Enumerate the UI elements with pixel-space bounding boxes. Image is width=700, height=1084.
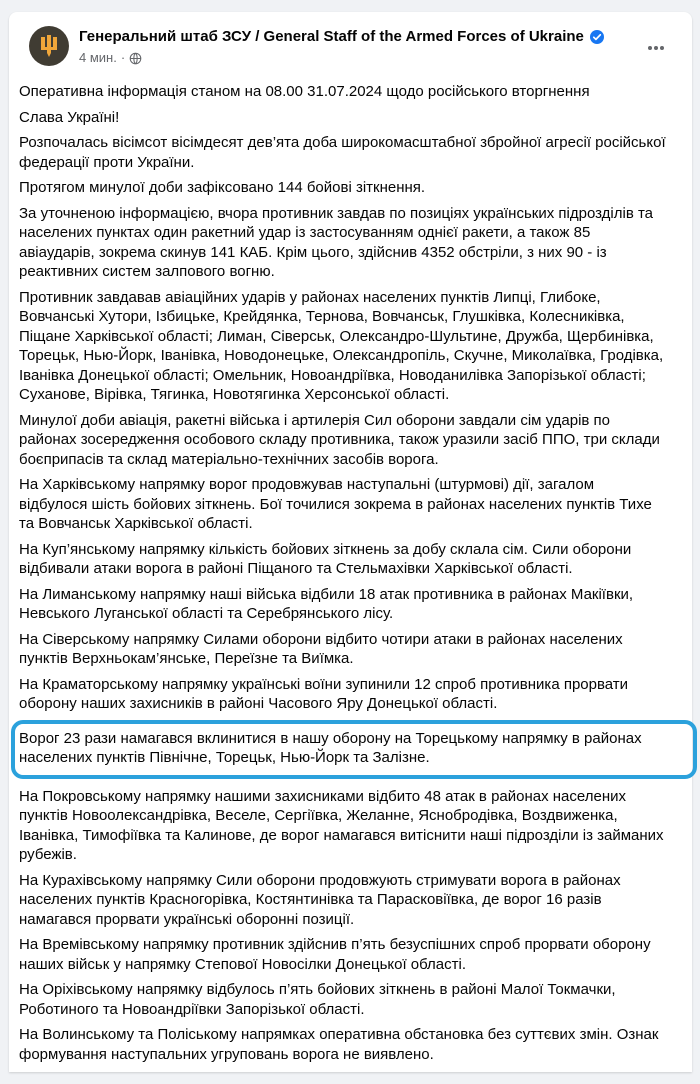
post-paragraph: На Курахівському напрямку Сили оборони продовжують стримувати ворога в районах населених пунктів Красногорівка, Костянтинівка та Парасковіївка, де ворог 16 разів намагався прорвати українські оборонні позиції. <box>19 871 621 928</box>
post-paragraph: На Сіверському напрямку Силами оборони відбито чотири атаки в районах населених пунктів Верхньокам’янське, Переїзне та Виїмка. <box>19 630 623 667</box>
post-header <box>9 12 692 66</box>
post-paragraph: Оперативна інформація станом на 08.00 31.07.2024 щодо російського вторгнення <box>19 83 590 100</box>
ellipsis-icon <box>646 38 666 58</box>
post-paragraph: Розпочалась вісімсот вісімдесят дев’ята доба широкомасштабної збройної агресії російської федерації проти України. <box>19 134 666 171</box>
post-paragraph: На Лиманському напрямку наші війська відбили 18 атак противника в районах Макіївки, Невського Луганської області та Серебрянського лісу. <box>19 585 634 622</box>
post-paragraph: Минулої доби авіація, ракетні війська і артилерія Сил оборони завдали сім ударів по районах зосередження особового складу противника, також уразили засіб ППО, три склади боєприпасів та склад матеріально-технічних засобів ворога. <box>19 411 660 468</box>
post-timestamp[interactable]: 4 мин. <box>79 50 117 65</box>
trident-icon <box>38 34 60 58</box>
post-paragraph: На Куп’янському напрямку кількість бойових зіткнень за добу склала сім. Сили оборони відбивали атаки ворога в районі Піщаного та Стельмахівки Харківської області. <box>19 540 632 577</box>
post-meta-row <box>79 50 638 66</box>
post-paragraph: На Краматорському напрямку українські воїни зупинили 12 спроб противника прорвати оборону наших захисників в районі Часового Яру Донецької області. <box>19 675 629 712</box>
post-paragraph: Противник завдавав авіаційних ударів у районах населених пунктів Липці, Глибоке, Вовчанські Хутори, Ізбицьке, Крейдянка, Тернова, Вовчанськ, Глушківка, Колесниківка, Піщане Харківської області; Лиман, Сіверськ, Олександро-Шультине, Дружба, Щербинівка, Торецьк, Нью-Йорк, Іванівка, Новодонецьке, Олександропіль, Скучне, Миколаївка, Гродівка, Іванівка Донецької області; Омельник, Новоандріївка, Новоданилівка Запорізької області; Суханове, Вірівка, Тягинка, Новотягинка Херсонської області. <box>19 288 664 403</box>
post-paragraph: Слава Україні! <box>19 108 120 126</box>
post-paragraph: На Оріхівському напрямку відбулось п’ять бойових зіткнень в районі Малої Токмачки, Роботиного та Новоандріївки Запорізької області. <box>19 981 616 1018</box>
post-paragraph: На Харківському напрямку ворог продовжував наступальні (штурмові) дії, загалом відбулося шість бойових зіткнень. Бої точилися зокрема в районах населених пунктів Тихе та Вовчанськ Харківської області. <box>19 476 652 532</box>
globe-privacy-icon <box>129 52 142 65</box>
post-paragraph: Протягом минулої доби зафіксовано 144 бойові зіткнення. <box>19 179 426 196</box>
post-paragraph: На Покровському напрямку нашими захисниками відбито 48 атак в районах населених пунктів Новоолександрівка, Веселе, Сергіївка, Желанне, Яснобродівка, Воздвиженка, Іванівка, Тимофіївка та Калинове, де ворог намагався витіснити наші підрозділи із займаних рубежів. <box>19 787 664 863</box>
post-header-text <box>79 26 638 66</box>
post-paragraph: За уточненою інформацією, вчора противник завдав по позиціях українських підрозділів та населених пунктах один ракетний удар із застосуванням однієї ракети, а також 85 авіаударів, зокрема скинув 141 КАБ. Крім цього, здійснив 4352 обстріли, з них 90 - із реактивних систем залпового вогню. <box>19 204 654 280</box>
highlight-annotation-box <box>11 720 697 779</box>
verified-badge-icon <box>590 30 604 44</box>
post-options-button[interactable] <box>638 30 674 66</box>
meta-separator: · <box>120 50 126 65</box>
post-paragraph: На Волинському та Поліському напрямках оперативна обстановка без суттєвих змін. Ознак формування наступальних угруповань ворога не виявлено. <box>19 1026 659 1063</box>
highlighted-post-paragraph: Ворог 23 рази намагався вклинитися в нашу оборону на Торецькому напрямку в районах населених пунктів Північне, Торецьк, Нью-Йорк та Залізне. <box>19 729 642 766</box>
post-card <box>9 12 692 1072</box>
page-name-row <box>79 27 638 46</box>
post-body <box>9 66 692 1084</box>
page-name-link[interactable]: Генеральний штаб ЗСУ / General Staff of the Armed Forces of Ukraine <box>79 28 584 45</box>
page-avatar[interactable] <box>29 26 69 66</box>
post-paragraph: На Времівському напрямку противник здійснив п’ять безуспішних спроб прорвати оборону наших військ у напрямку Степової Новосілки Донецької області. <box>19 936 651 973</box>
